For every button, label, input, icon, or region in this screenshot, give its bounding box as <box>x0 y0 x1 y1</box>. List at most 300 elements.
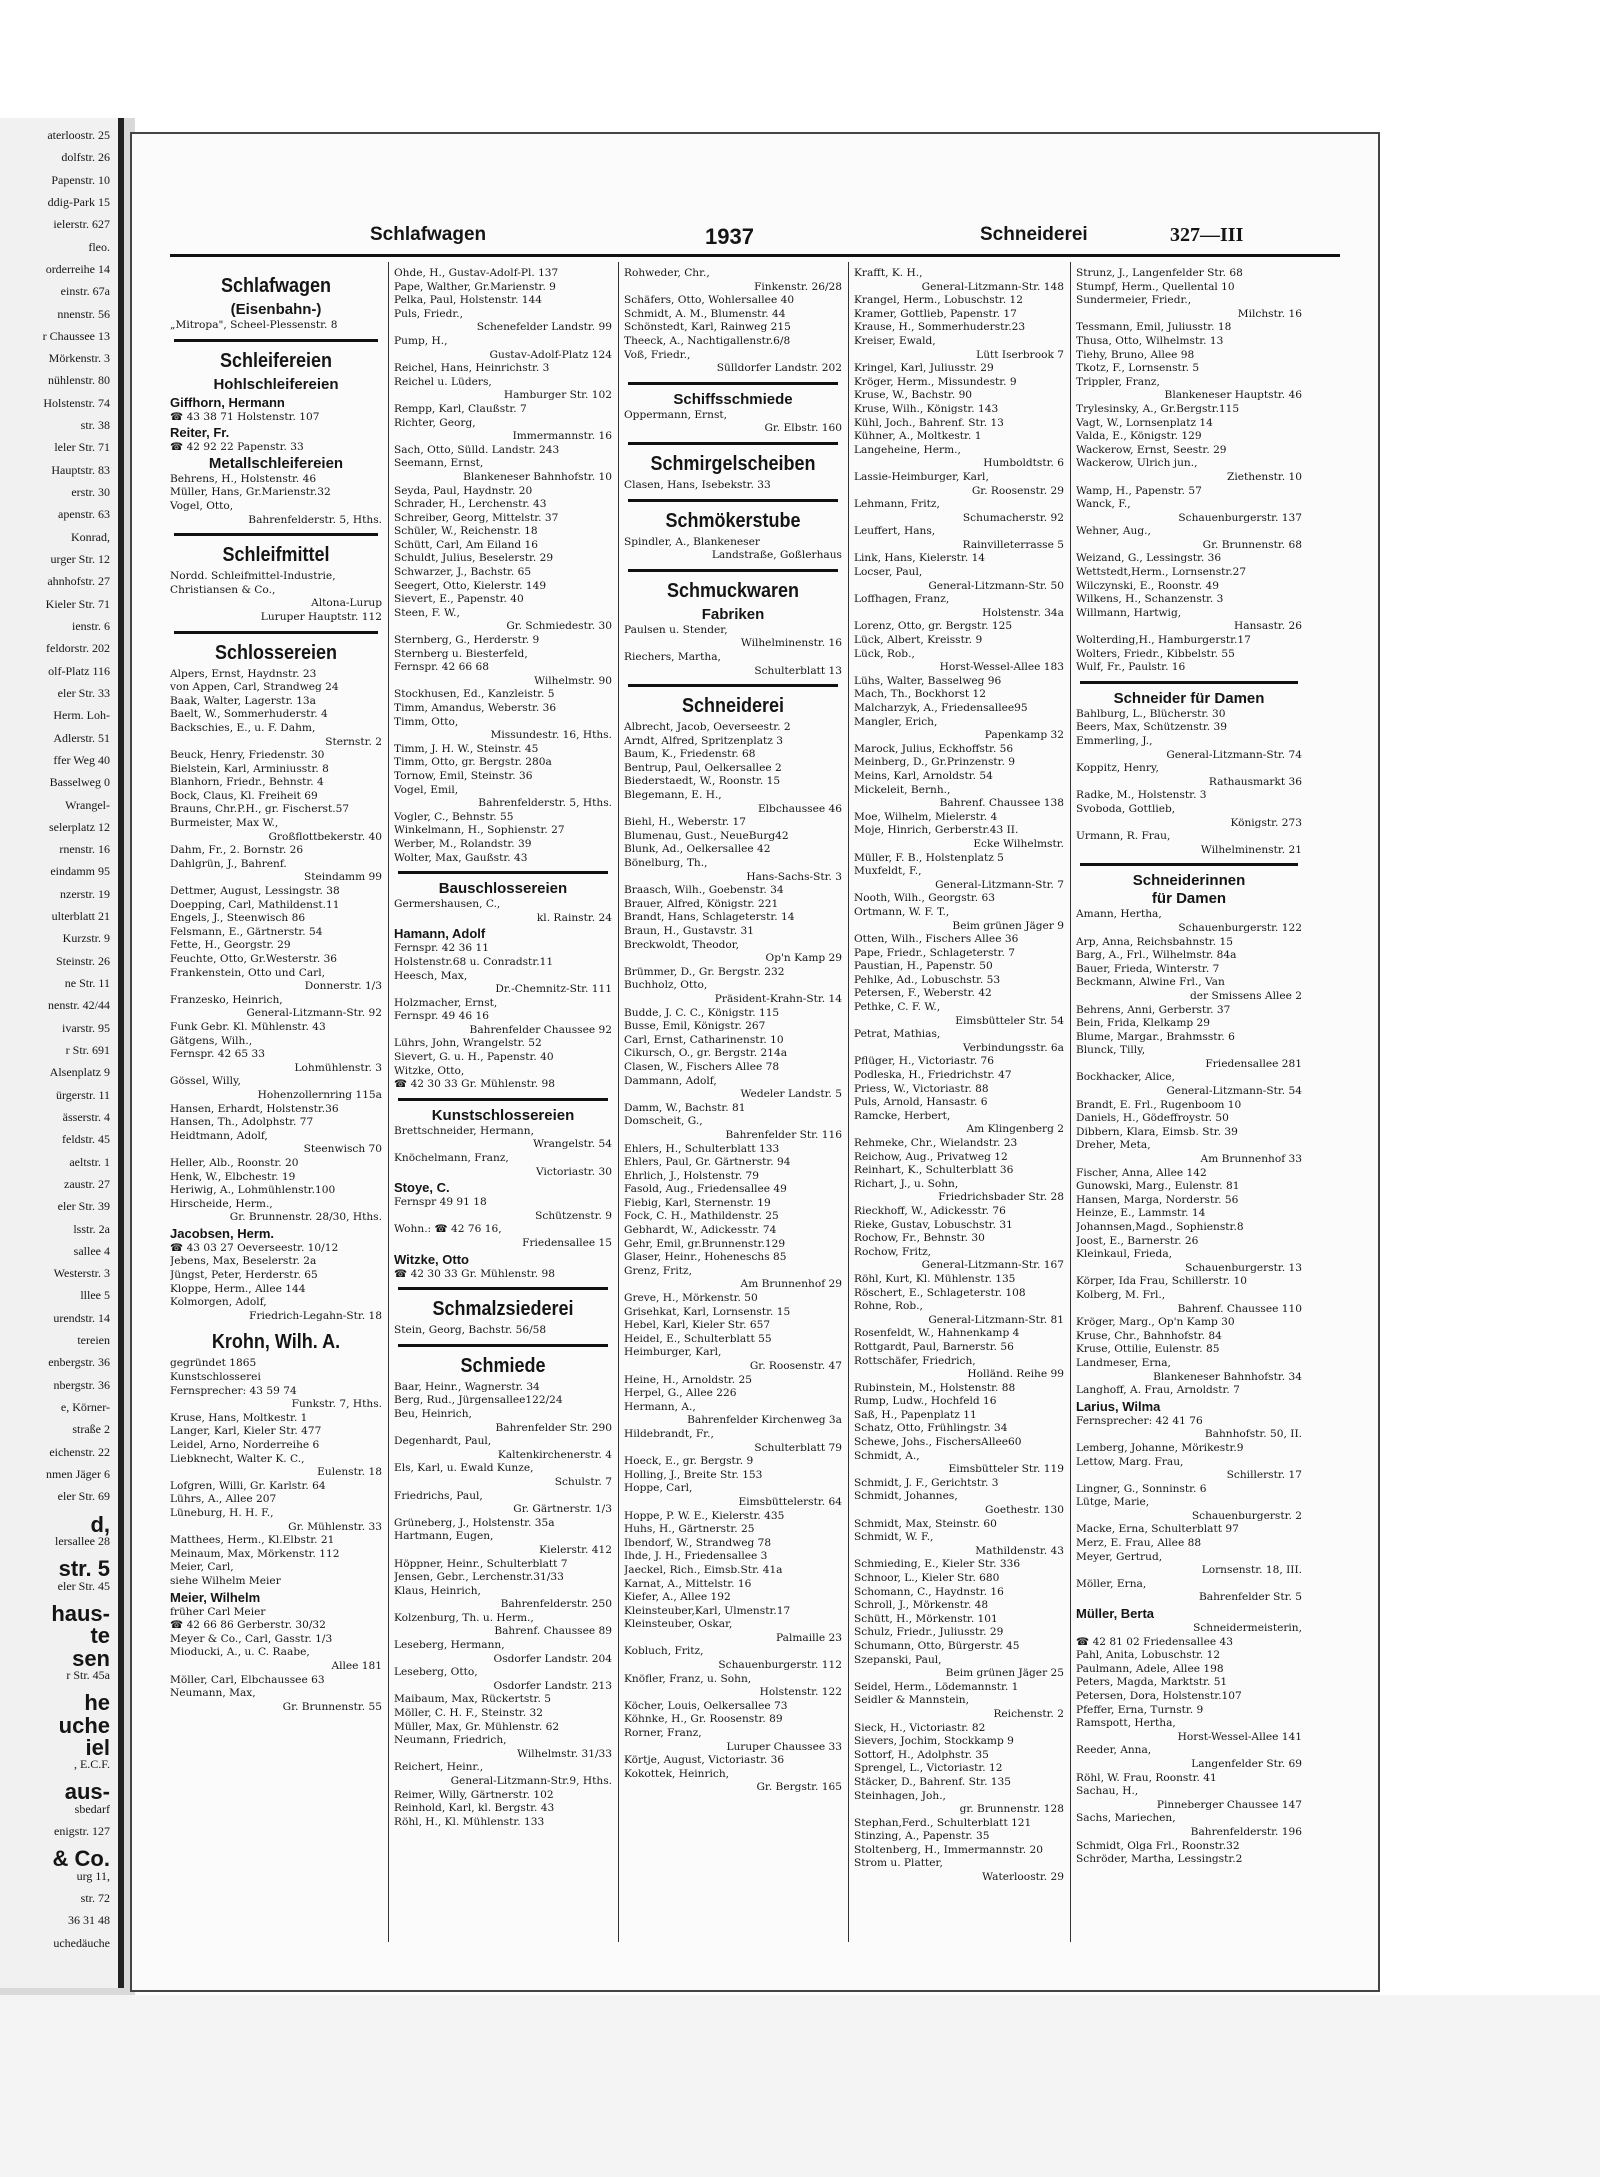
directory-line: Wolter, Max, Gaußstr. 43 <box>394 851 528 864</box>
left-page-line: Herm. Loh- <box>53 708 110 723</box>
left-page-line: ielerstr. 627 <box>53 217 110 232</box>
directory-line: Sievert, G. u. H., Papenstr. 40 <box>394 1051 554 1064</box>
directory-line: Blankeneser Bahnhofstr. 10 <box>463 470 612 483</box>
directory-line: Bein, Frida, Klelkamp 29 <box>1076 1017 1211 1030</box>
directory-line: Germershausen, C., <box>394 898 501 911</box>
left-page-line: enbergstr. 36 <box>48 1355 110 1370</box>
directory-line: Höppner, Heinr., Schulterblatt 7 <box>394 1557 568 1570</box>
directory-line: Großflottbekerstr. 40 <box>268 830 382 843</box>
left-page-line: te <box>90 1623 110 1649</box>
directory-line: Bahrenf. Chaussee 138 <box>939 797 1064 810</box>
directory-line: Dahlgrün, J., Bahrenf. <box>170 857 287 870</box>
left-page-line: e, Körner- <box>60 1400 110 1415</box>
directory-line: von Appen, Carl, Strandweg 24 <box>170 681 339 694</box>
directory-line: Neumann, Max, <box>170 1687 256 1700</box>
directory-line: Strunz, J., Langenfelder Str. 68 <box>1076 267 1243 279</box>
left-page-line: iel <box>85 1734 110 1760</box>
section-rule <box>1080 863 1298 866</box>
directory-line: Hansastr. 26 <box>1234 620 1302 633</box>
directory-line: Missundestr. 16, Hths. <box>490 729 612 742</box>
directory-line: Bielstein, Karl, Arminiusstr. 8 <box>170 762 329 775</box>
directory-line: Kreiser, Ewald, <box>854 334 936 347</box>
directory-line: Heidel, E., Schulterblatt 55 <box>624 1332 772 1345</box>
directory-line: Rubinstein, M., Holstenstr. 88 <box>854 1381 1016 1394</box>
directory-line: Goethestr. 130 <box>984 1504 1064 1517</box>
directory-line: der Smissens Allee 2 <box>1189 989 1302 1002</box>
directory-line: Buchholz, Otto, <box>624 979 708 992</box>
directory-line: Kröger, Herm., Missundestr. 9 <box>854 375 1017 388</box>
directory-line: Rainvilleterrasse 5 <box>962 538 1064 551</box>
directory-line: Kühl, Joch., Bahrenf. Str. 13 <box>854 416 1004 429</box>
directory-line: Ehlers, Paul, Gr. Gärtnerstr. 94 <box>624 1156 791 1169</box>
directory-line: Fernsprecher: 43 59 74 <box>170 1384 297 1397</box>
left-page-line: Holstenstr. 74 <box>43 395 110 410</box>
directory-line: Sottorf, H., Adolphstr. 35 <box>854 1748 989 1761</box>
directory-line: Schroll, J., Mörkenstr. 48 <box>854 1599 989 1612</box>
directory-line: ☎ 42 81 02 Friedensallee 43 <box>1076 1635 1233 1648</box>
directory-line: Hansen, Erhardt, Holstenstr.36 <box>170 1102 339 1115</box>
directory-line: Stäcker, D., Bahrenf. Str. 135 <box>854 1775 1012 1788</box>
directory-line: Saß, H., Papenplatz 11 <box>854 1408 977 1421</box>
directory-line: Hans-Sachs-Str. 3 <box>746 870 842 883</box>
directory-line: Milchstr. 16 <box>1237 307 1302 320</box>
left-page-fragment <box>0 118 124 1988</box>
directory-line: Puls, Arnold, Hansastr. 6 <box>854 1096 988 1109</box>
directory-line: Schuldt, Julius, Beselerstr. 29 <box>394 552 554 565</box>
directory-line: Grenz, Fritz, <box>624 1264 692 1277</box>
directory-line: Beuck, Henry, Friedenstr. 30 <box>170 749 325 762</box>
directory-line: Albrecht, Jacob, Oeverseestr. 2 <box>624 721 791 734</box>
column-divider <box>388 262 389 1942</box>
directory-line: Fischer, Anna, Allee 142 <box>1076 1166 1207 1179</box>
directory-line: Schenefelder Landstr. 99 <box>476 321 612 334</box>
directory-line: Gustav-Adolf-Platz 124 <box>489 348 612 361</box>
directory-line: Meinaum, Max, Mörkenstr. 112 <box>170 1547 340 1560</box>
directory-line: Gr. Roosenstr. 47 <box>749 1360 842 1372</box>
directory-line: Steindamm 99 <box>303 871 382 884</box>
directory-line: Baak, Walter, Lagerstr. 13a <box>170 694 316 707</box>
directory-line: Blankeneser Hauptstr. 46 <box>1164 389 1302 402</box>
directory-line: Vogel, Otto, <box>170 499 234 512</box>
directory-line: Schwarzer, J., Bachstr. 65 <box>394 566 532 579</box>
section-heading: Schmirgelscheiben <box>650 452 816 475</box>
directory-line: Bentrup, Paul, Oelkersallee 2 <box>624 761 782 774</box>
directory-line: Lettow, Marg. Frau, <box>1076 1455 1184 1468</box>
header-right: Schneiderei <box>980 224 1088 245</box>
directory-line: Mach, Th., Bockhorst 12 <box>854 688 986 701</box>
directory-line: Schmidt, Max, Steinstr. 60 <box>854 1517 997 1530</box>
left-page-line: Mörkenstr. 3 <box>48 351 110 366</box>
directory-line: Pelka, Paul, Holstenstr. 144 <box>394 294 543 307</box>
directory-line: Bahrenfelderstr. 5, Hths. <box>478 797 612 810</box>
directory-line: Wehner, Aug., <box>1076 525 1151 538</box>
directory-line: Herpel, G., Allee 226 <box>624 1387 737 1400</box>
directory-line: Biehl, H., Weberstr. 17 <box>624 816 746 829</box>
directory-line: Wilhelmstr. 90 <box>534 674 612 687</box>
directory-line: Palmaille 23 <box>776 1631 842 1644</box>
directory-line: gr. Brunnenstr. 128 <box>959 1803 1064 1816</box>
directory-line: Jüngst, Peter, Herderstr. 65 <box>170 1269 318 1282</box>
left-page-line: str. 38 <box>80 418 110 433</box>
directory-line: Langhoff, A. Frau, Arnoldstr. 7 <box>1076 1384 1240 1397</box>
directory-line: Pinneberger Chaussee 147 <box>1156 1798 1302 1811</box>
directory-line: Schomann, C., Haydnstr. 16 <box>854 1585 1004 1598</box>
left-page-line: nmen Jäger 6 <box>46 1467 110 1482</box>
left-page-line: aterloostr. 25 <box>47 128 110 142</box>
directory-line: Köhnke, H., Gr. Roosenstr. 89 <box>624 1713 783 1726</box>
directory-line: General-Litzmann-Str. 50 <box>928 579 1064 592</box>
left-page-line: rnenstr. 16 <box>59 842 110 857</box>
directory-line: Kruse, W., Bachstr. 90 <box>854 389 973 402</box>
directory-line: Fernsprecher: 42 41 76 <box>1076 1414 1203 1427</box>
directory-line: Holling, J., Breite Str. 153 <box>624 1468 763 1481</box>
left-page-line: lersallee 28 <box>55 1533 110 1548</box>
subsection-heading: Kunstschlossereien <box>431 1106 575 1124</box>
directory-line: Eulenstr. 18 <box>317 1466 382 1479</box>
directory-line: Ramcke, Herbert, <box>854 1109 951 1122</box>
directory-line: Brümmer, D., Gr. Bergstr. 232 <box>624 965 785 978</box>
directory-line: Leseberg, Otto, <box>394 1666 478 1679</box>
directory-line: Bockhacker, Alice, <box>1076 1071 1175 1084</box>
directory-line: Reichert, Heinr., <box>394 1761 484 1774</box>
left-page-line: einstr. 67a <box>60 284 110 299</box>
directory-line: General-Litzmann-Str. 54 <box>1166 1085 1302 1098</box>
directory-line: Krafft, K. H., <box>854 267 923 279</box>
left-page-line: ienstr. 6 <box>72 618 110 633</box>
directory-line: Am Brunnenhof 33 <box>1200 1153 1302 1166</box>
directory-line: Weizand, G., Lessingstr. 36 <box>1076 552 1222 565</box>
directory-line: Luruper Hauptstr. 112 <box>260 610 382 623</box>
directory-line: Schönstedt, Karl, Rainweg 215 <box>624 321 791 334</box>
directory-line: Schauenburgerstr. 137 <box>1178 511 1302 524</box>
directory-line: Wilhelmstr. 31/33 <box>517 1747 612 1760</box>
directory-line: Lührs, John, Wrangelstr. 52 <box>394 1037 542 1050</box>
directory-line: Sülldorfer Landstr. 202 <box>716 362 842 375</box>
section-rule <box>628 499 838 502</box>
directory-line: Gunowski, Marg., Eulenstr. 81 <box>1076 1180 1240 1193</box>
directory-line: Rosenfeldt, W., Hahnenkamp 4 <box>854 1327 1020 1340</box>
directory-line: Urmann, R. Frau, <box>1076 830 1171 843</box>
column-1 <box>170 267 382 1714</box>
directory-line: Meinberg, D., Gr.Prinzenstr. 9 <box>854 756 1016 769</box>
left-page-line: dolfstr. 26 <box>61 150 110 165</box>
directory-line: Koppitz, Henry, <box>1076 762 1159 775</box>
left-page-line: Wrangel- <box>65 797 110 812</box>
directory-line: Svoboda, Gottlieb, <box>1076 802 1176 815</box>
directory-line: Heine, H., Arnoldstr. 25 <box>624 1373 752 1386</box>
directory-line: Müller, Hans, Gr.Marienstr.32 <box>170 486 331 499</box>
left-page-line: Kurzstr. 9 <box>62 931 110 946</box>
directory-line: Kröger, Marg., Op'n Kamp 30 <box>1076 1316 1235 1329</box>
directory-line: Schützenstr. 9 <box>535 1209 612 1222</box>
directory-line: Hildebrandt, Fr., <box>624 1427 714 1440</box>
directory-line: Kaltenkirchenerstr. 4 <box>497 1448 612 1461</box>
directory-line: Tornow, Emil, Steinstr. 36 <box>394 769 533 782</box>
directory-line: Brandt, E. Frl., Rugenboom 10 <box>1076 1098 1242 1111</box>
directory-line: Schütt, H., Mörkenstr. 101 <box>854 1612 998 1625</box>
directory-line: Link, Hans, Kielerstr. 14 <box>854 552 986 565</box>
directory-line: Timm, Otto, <box>394 715 459 728</box>
section-heading: Schmökerstube <box>665 509 801 532</box>
directory-line: General-Litzmann-Str. 74 <box>1166 748 1302 761</box>
directory-line: Seidel, Herm., Lödemannstr. 1 <box>854 1680 1019 1693</box>
directory-line: Kunstschlosserei <box>170 1371 261 1384</box>
left-page-line: , E.C.F. <box>73 1757 110 1772</box>
directory-line: Valda, E., Königstr. 129 <box>1076 430 1202 443</box>
directory-line: Busse, Emil, Königstr. 267 <box>624 1020 766 1033</box>
directory-line: Wettstedt,Herm., Lornsenstr.27 <box>1076 566 1247 579</box>
section-rule <box>628 569 838 572</box>
directory-line: Peters, Magda, Marktstr. 51 <box>1076 1676 1228 1689</box>
directory-line: Horst-Wessel-Allee 141 <box>1177 1730 1302 1743</box>
directory-line: Degenhardt, Paul, <box>394 1435 492 1448</box>
directory-line: Schmieding, E., Kieler Str. 336 <box>854 1558 1021 1571</box>
left-page-line: uchedäuche <box>53 1935 110 1950</box>
directory-line: Sievers, Jochim, Stockkamp 9 <box>854 1735 1014 1748</box>
directory-line: Am Brunnenhof 29 <box>740 1278 842 1291</box>
directory-line: Stephan,Ferd., Schulterblatt 121 <box>854 1816 1032 1829</box>
section-heading: Schleifereien <box>219 349 333 372</box>
directory-line: Dr.-Chemnitz-Str. 111 <box>495 983 612 996</box>
directory-line: Mangler, Erich, <box>854 715 938 728</box>
directory-line: Schmidt, Johannes, <box>854 1490 958 1503</box>
directory-line: Ihde, J. H., Friedensallee 3 <box>624 1550 768 1563</box>
directory-line: Papenkamp 32 <box>984 729 1064 742</box>
left-page-line: uche <box>58 1712 110 1738</box>
left-page-line: str. 72 <box>80 1891 110 1906</box>
column-3 <box>624 267 842 1795</box>
directory-line: Rump, Ludw., Hochfeld 16 <box>854 1395 997 1408</box>
directory-line: Friedrichs, Paul, <box>394 1489 483 1502</box>
directory-line: Damm, W., Bachstr. 81 <box>624 1101 746 1114</box>
directory-line: Bock, Claus, Kl. Freiheit 69 <box>170 789 318 802</box>
directory-line: Schauenburgerstr. 122 <box>1178 921 1302 934</box>
directory-line: Reinhart, K., Schulterblatt 36 <box>854 1164 1014 1177</box>
directory-line: General-Litzmann-Str.9, Hths. <box>450 1775 612 1787</box>
directory-line: Elbchaussee 46 <box>757 802 842 815</box>
left-page-line: Steinstr. 26 <box>55 953 110 968</box>
left-page-line: Kieler Str. 71 <box>45 596 110 611</box>
directory-line: Lück, Rob., <box>854 647 915 660</box>
column-divider <box>1070 262 1071 1942</box>
directory-line: Ortmann, W. F. T., <box>854 905 950 918</box>
directory-line: Blumenau, Gust., NeueBurg42 <box>624 829 789 842</box>
directory-line: Friedrich-Legahn-Str. 18 <box>249 1309 382 1322</box>
left-page-line: eichenstr. 22 <box>49 1444 110 1459</box>
directory-line: Ecke Wilhelmstr. <box>973 837 1064 850</box>
directory-line: Spindler, A., Blankeneser <box>624 535 760 548</box>
directory-line: Schatz, Otto, Frühlingstr. 34 <box>854 1422 1008 1435</box>
directory-line: Priess, W., Victoriastr. 88 <box>854 1082 989 1095</box>
left-page-line: nnenstr. 56 <box>57 306 110 321</box>
directory-line: Kolmorgen, Adolf, <box>170 1296 267 1309</box>
directory-line: Stockhusen, Ed., Kanzleistr. 5 <box>394 688 555 701</box>
directory-line: Braasch, Wilh., Goebenstr. 34 <box>624 884 784 897</box>
directory-line: Otten, Wilh., Fischers Allee 36 <box>854 933 1019 946</box>
directory-line: Beu, Heinrich, <box>394 1407 472 1420</box>
directory-line: Lemberg, Johanne, Mörikestr.9 <box>1076 1441 1244 1454</box>
directory-line: Stinzing, A., Papenstr. 35 <box>854 1830 990 1843</box>
left-page-line: nühlenstr. 80 <box>48 373 110 388</box>
subsection-heading: Metallschleifereien <box>208 454 344 472</box>
directory-line: Riechers, Martha, <box>624 650 721 663</box>
directory-line: Klaus, Heinrich, <box>394 1584 481 1597</box>
directory-line: Sternstr. 2 <box>325 735 382 748</box>
bottom-margin <box>0 1995 1600 2177</box>
directory-line: Biederstaedt, W., Roonstr. 15 <box>624 775 781 788</box>
section-rule <box>398 1287 608 1290</box>
directory-line: Baelt, W., Sommerhuderstr. 4 <box>170 708 328 721</box>
directory-line: Fiebig, Karl, Sternenstr. 19 <box>624 1196 771 1209</box>
left-page-line: r Chaussee 13 <box>42 328 110 343</box>
directory-line: Kokottek, Heinrich, <box>624 1767 730 1780</box>
directory-line: Henk, W., Elbchestr. 19 <box>170 1170 296 1183</box>
directory-line: Brauns, Chr.P.H., gr. Fischerst.57 <box>170 803 350 816</box>
directory-line: Rieke, Gustav, Lobuschstr. 31 <box>854 1218 1013 1231</box>
directory-line: Gr. Schmiedestr. 30 <box>506 620 612 633</box>
directory-line: Holstenstr. 34a <box>982 606 1064 619</box>
directory-line: Schumann, Otto, Bürgerstr. 45 <box>854 1639 1020 1652</box>
left-page-line: Hauptstr. 83 <box>51 462 110 477</box>
directory-line: kl. Rainstr. 24 <box>536 911 612 924</box>
directory-line: Clasen, Hans, Isebekstr. 33 <box>624 478 771 491</box>
left-page-line: fleo. <box>88 239 110 254</box>
directory-line: Körper, Ida Frau, Schillerstr. 10 <box>1076 1275 1248 1288</box>
left-page-line: ässerstr. 4 <box>62 1109 110 1124</box>
directory-line: Gr. Roosenstr. 29 <box>971 484 1064 497</box>
directory-line: Frankenstein, Otto und Carl, <box>170 966 325 979</box>
directory-line: Beim grünen Jäger 25 <box>945 1667 1064 1680</box>
directory-line: Wamp, H., Papenstr. 57 <box>1076 484 1202 497</box>
directory-line: Wilhelminenstr. 21 <box>1200 843 1302 856</box>
directory-line: Blunk, Ad., Oelkersallee 42 <box>624 843 771 856</box>
left-page-line: str. 5 <box>58 1556 110 1582</box>
directory-line: Holzmacher, Ernst, <box>394 996 498 1009</box>
directory-line: Carl, Ernst, Catharinenstr. 10 <box>624 1033 784 1046</box>
directory-line: Kloppe, Herm., Allee 144 <box>170 1282 306 1295</box>
column-divider <box>618 262 619 1942</box>
directory-line: Heimburger, Karl, <box>624 1346 722 1359</box>
directory-line: Brandt, Hans, Schlageterstr. 14 <box>624 911 795 924</box>
directory-line: Waterloostr. 29 <box>982 1871 1064 1884</box>
header-rule <box>170 254 1340 257</box>
section-rule <box>174 631 378 634</box>
directory-line: Bahrenfelder Kirchenweg 3a <box>687 1414 842 1427</box>
directory-line: Friedensallee 15 <box>522 1237 612 1249</box>
directory-line: Hoeck, E., gr. Bergstr. 9 <box>624 1455 754 1468</box>
directory-line: Wackerow, Ulrich jun., <box>1076 457 1198 470</box>
left-page-line: r Str. 45a <box>66 1667 110 1682</box>
directory-line: ☎ 42 92 22 Papenstr. 33 <box>170 441 304 454</box>
directory-line: Christiansen & Co., <box>170 583 276 596</box>
directory-line: Friedrichsbader Str. 28 <box>938 1191 1064 1204</box>
directory-line: Merz, E. Frau, Allee 88 <box>1076 1537 1202 1550</box>
directory-line: Pflüger, H., Victoriastr. 76 <box>854 1055 995 1068</box>
page-number: 327—III <box>1170 224 1244 246</box>
directory-line: Kringel, Karl, Juliusstr. 29 <box>854 362 994 375</box>
directory-line: Lütge, Marie, <box>1076 1496 1150 1509</box>
directory-line: Schillerstr. 17 <box>1226 1469 1302 1482</box>
left-page-line: lllee 5 <box>80 1288 110 1303</box>
directory-line: früher Carl Meier <box>170 1605 266 1618</box>
directory-line: Brettschneider, Hermann, <box>394 1124 534 1137</box>
directory-line: Schewe, Johs., FischersAllee60 <box>854 1436 1022 1449</box>
directory-line: Seidler & Mannstein, <box>854 1694 969 1707</box>
directory-line: Fette, H., Georgstr. 29 <box>170 939 291 952</box>
directory-line: Mickeleit, Bernh., <box>854 783 951 796</box>
directory-line: Richart, J., u. Sohn, <box>854 1177 959 1190</box>
directory-line: Steen, F. W., <box>394 606 460 619</box>
directory-line: ☎ 42 30 33 Gr. Mühlenstr. 98 <box>394 1078 555 1091</box>
directory-line: Gr. Elbstr. 160 <box>764 422 842 435</box>
left-page-line: feldorstr. 202 <box>46 641 110 656</box>
directory-line: gegründet 1865 <box>170 1357 257 1370</box>
directory-line: siehe Wilhelm Meier <box>170 1574 281 1587</box>
directory-line: Möller, Erna, <box>1076 1577 1147 1590</box>
directory-line: Wackerow, Ernst, Seestr. 29 <box>1076 443 1227 456</box>
directory-line: General-Litzmann-Str. 167 <box>921 1259 1064 1272</box>
directory-line: Bahrenf. Chaussee 110 <box>1177 1302 1302 1315</box>
left-page-line: straße 2 <box>72 1422 110 1437</box>
directory-line: Röhl, W. Frau, Roonstr. 41 <box>1076 1771 1217 1784</box>
section-rule <box>398 1344 608 1347</box>
directory-line: Bahnhofstr. 50, II. <box>1204 1428 1302 1441</box>
left-page-line: sen <box>72 1645 110 1671</box>
directory-line: Langenfelder Str. 69 <box>1191 1757 1302 1770</box>
directory-line: Tessmann, Emil, Juliusstr. 18 <box>1076 321 1232 334</box>
directory-line: Richter, Georg, <box>394 416 476 429</box>
directory-line: Moje, Hinrich, Gerberstr.43 II. <box>854 824 1019 837</box>
left-page-line: ffer Weg 40 <box>53 752 110 767</box>
header-year: 1937 <box>705 224 754 249</box>
directory-line: Bahrenfelder Chaussee 92 <box>469 1023 612 1036</box>
bold-entry: Larius, Wilma <box>1076 1398 1161 1414</box>
directory-line: Timm, Otto, gr. Bergstr. 280a <box>394 756 552 769</box>
directory-line: Funkstr. 7, Hths. <box>291 1398 382 1411</box>
section-heading: Krohn, Wilh. A. <box>211 1331 341 1354</box>
directory-line: Landmeser, Erna, <box>1076 1356 1171 1369</box>
directory-line: Krangel, Herm., Lobuschstr. 12 <box>854 294 1024 307</box>
directory-line: Baar, Heinr., Wagnerstr. 34 <box>394 1380 540 1393</box>
left-page-line: eler Str. 33 <box>57 685 110 700</box>
directory-line: Arndt, Alfred, Spritzenplatz 3 <box>624 734 783 747</box>
directory-line: Verbindungsstr. 6a <box>962 1041 1064 1054</box>
directory-line: Timm, Amandus, Weberstr. 36 <box>394 702 557 714</box>
left-page-line: selerplatz 12 <box>49 819 110 834</box>
directory-line: Schmidt, J. F., Gerichtstr. 3 <box>854 1476 999 1489</box>
directory-line: Fernspr. 49 46 16 <box>394 1010 489 1023</box>
directory-line: Dibbern, Klara, Eimsb. Str. 39 <box>1076 1125 1238 1138</box>
directory-line: Röhl, Kurt, Kl. Mühlenstr. 135 <box>854 1272 1016 1285</box>
directory-line: Schauenburgerstr. 112 <box>718 1659 842 1672</box>
directory-line: Clasen, W., Fischers Allee 78 <box>624 1060 780 1073</box>
left-page-line: apenstr. 63 <box>58 507 110 522</box>
left-page-line: aeltstr. 1 <box>69 1154 110 1169</box>
left-page-line: orderreihe 14 <box>45 261 110 276</box>
directory-line: Donnerstr. 1/3 <box>304 980 382 993</box>
directory-line: Kleinsteuber,Karl, Ulmenstr.17 <box>624 1604 791 1617</box>
directory-line: Karnat, A., Mittelstr. 16 <box>624 1577 752 1590</box>
directory-line: Heinze, E., Lammstr. 14 <box>1076 1207 1206 1220</box>
directory-line: Jaeckel, Rich., Eimsb.Str. 41a <box>624 1563 783 1576</box>
bold-entry: Hamann, Adolf <box>394 926 486 942</box>
bold-entry: Giffhorn, Hermann <box>170 394 285 410</box>
directory-line: Barg, A., Frl., Wilhelmstr. 84a <box>1076 949 1237 962</box>
directory-line: Rehmeke, Chr., Wielandstr. 23 <box>854 1137 1018 1149</box>
directory-line: Sundermeier, Friedr., <box>1076 294 1192 307</box>
directory-line: Matthees, Herm., Kl.Elbstr. 21 <box>170 1534 335 1547</box>
directory-line: Hohenzollernring 115a <box>257 1088 382 1101</box>
